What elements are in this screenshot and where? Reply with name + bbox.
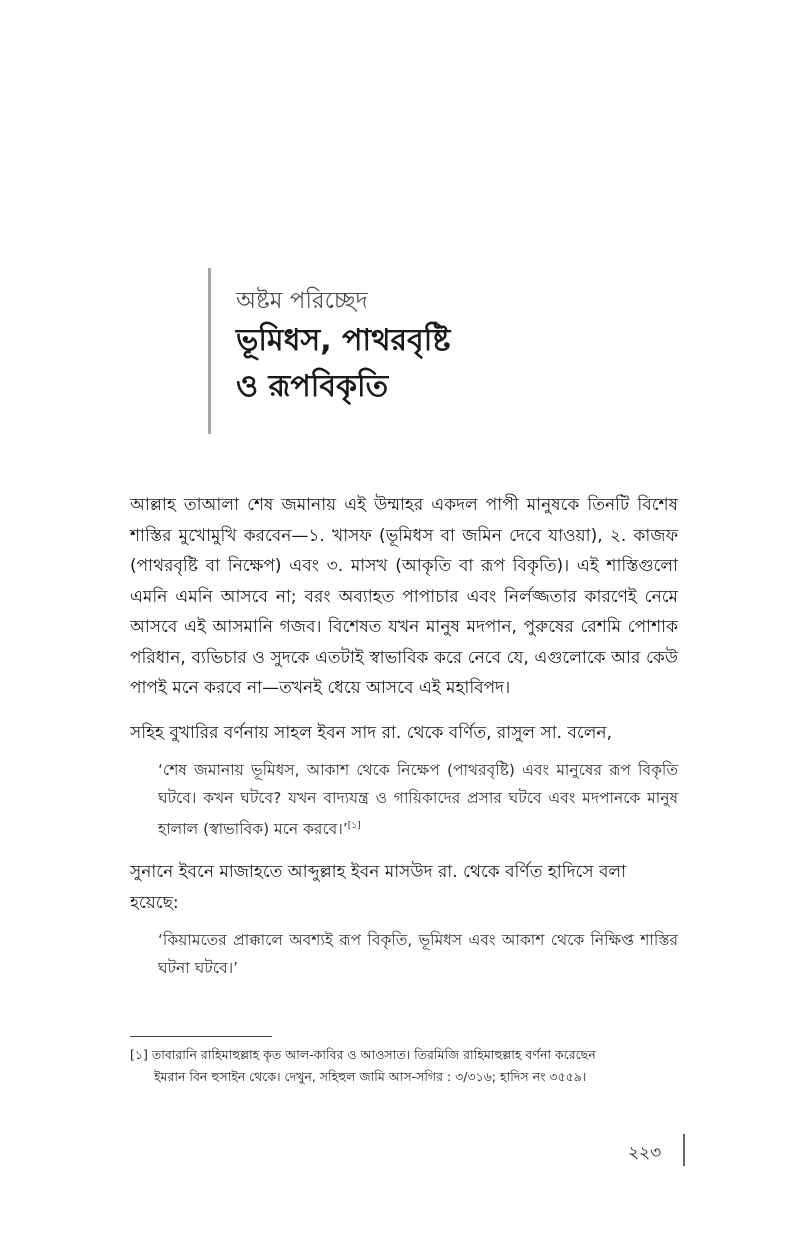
chapter-label: অষ্টম পরিচ্ছেদ bbox=[236, 288, 368, 314]
chapter-title-line2: ও রূপবিকৃতি bbox=[236, 369, 389, 404]
page-body bbox=[130, 490, 678, 992]
intro-paragraph: আল্লাহ তাআলা শেষ জমানায় এই উম্মাহর একদল পাপী মানুষকে তিনটি বিশেষ শাস্তির মুখোমুখি করবেন—১. খাসফ (ভূমিধস বা জমিন দেবে যাওয়া), ২. কাজফ (পাথরবৃষ্টি বা নিক্ষেপ) এবং ৩. মাসখ (আকৃতি বা রূপ বিকৃতি)। এই শাস্তিগুলো এমনি এমনি আসবে না; বরং অব্যাহত পাপাচার এবং নির্লজ্জতার কারণেই নেমে আসবে এই আসমানি গজব। বিশেষত যখন মানুষ মদপান, পুরুষের রেশমি পোশাক পরিধান, ব্যভিচার ও সুদকে এতটাই স্বাভাবিক করে নেবে যে, এগুলোকে আর কেউ পাপই মনে করবে না—তখনই ধেয়ে আসবে এই মহাবিপদ। bbox=[130, 495, 678, 698]
hadith-intro-1: সহিহ বুখারির বর্ণনায় সাহল ইবন সাদ রা. থেকে বর্ণিত, রাসুল সা. বলেন, bbox=[130, 722, 612, 743]
footnote-line-2: ইমরান বিন হুসাইন থেকে। দেখুন, সহিহুল জামি আস-সগির : ৩/৩১৬; হাদিস নং ৩৫৫৯। bbox=[154, 1069, 587, 1084]
page-number: ২২৩ bbox=[628, 1143, 662, 1163]
footnote-rule bbox=[130, 1036, 272, 1037]
chapter-heading bbox=[236, 284, 656, 410]
hadith-quote-2: ‘কিয়ামতের প্রাক্কালে অবশ্যই রূপ বিকৃতি, ভূমিধস এবং আকাশ থেকে নিক্ষিপ্ত শাস্তির ঘটনা ঘটবে।’ bbox=[158, 931, 678, 978]
page-number-bar bbox=[683, 1134, 685, 1166]
hadith-quote-1-text: ‘শেষ জমানায় ভূমিধস, আকাশ থেকে নিক্ষেপ (পাথরবৃষ্টি) এবং মানুষের রূপ বিকৃতি ঘটবে। কখন ঘটবে? যখন বাদ্যযন্ত্র ও গায়িকাদের প্রসার ঘটবে এবং মদপানকে মানুষ হালাল (স্বাভাবিক) মনে করবে।’ bbox=[158, 761, 678, 839]
chapter-title-line1: ভূমিধস, পাথরবৃষ্টি bbox=[236, 323, 451, 358]
footnote-line-1: [১] তাবারানি রাহিমাহুল্লাহ কৃত আল-কাবির ও আওসাত। তিরমিজি রাহিমাহুল্লাহ বর্ণনা করেছেন bbox=[130, 1047, 596, 1062]
hadith-intro-2: সুনানে ইবনে মাজাহতে আব্দুল্লাহ ইবন মাসউদ রা. থেকে বর্ণিত হাদিসে বলা হয়েছে: bbox=[130, 862, 627, 913]
footnote-ref[interactable]: [১] bbox=[347, 821, 361, 831]
chapter-divider-bar bbox=[208, 268, 211, 434]
footnote bbox=[130, 1044, 678, 1088]
hadith-quote-1 bbox=[130, 756, 678, 843]
